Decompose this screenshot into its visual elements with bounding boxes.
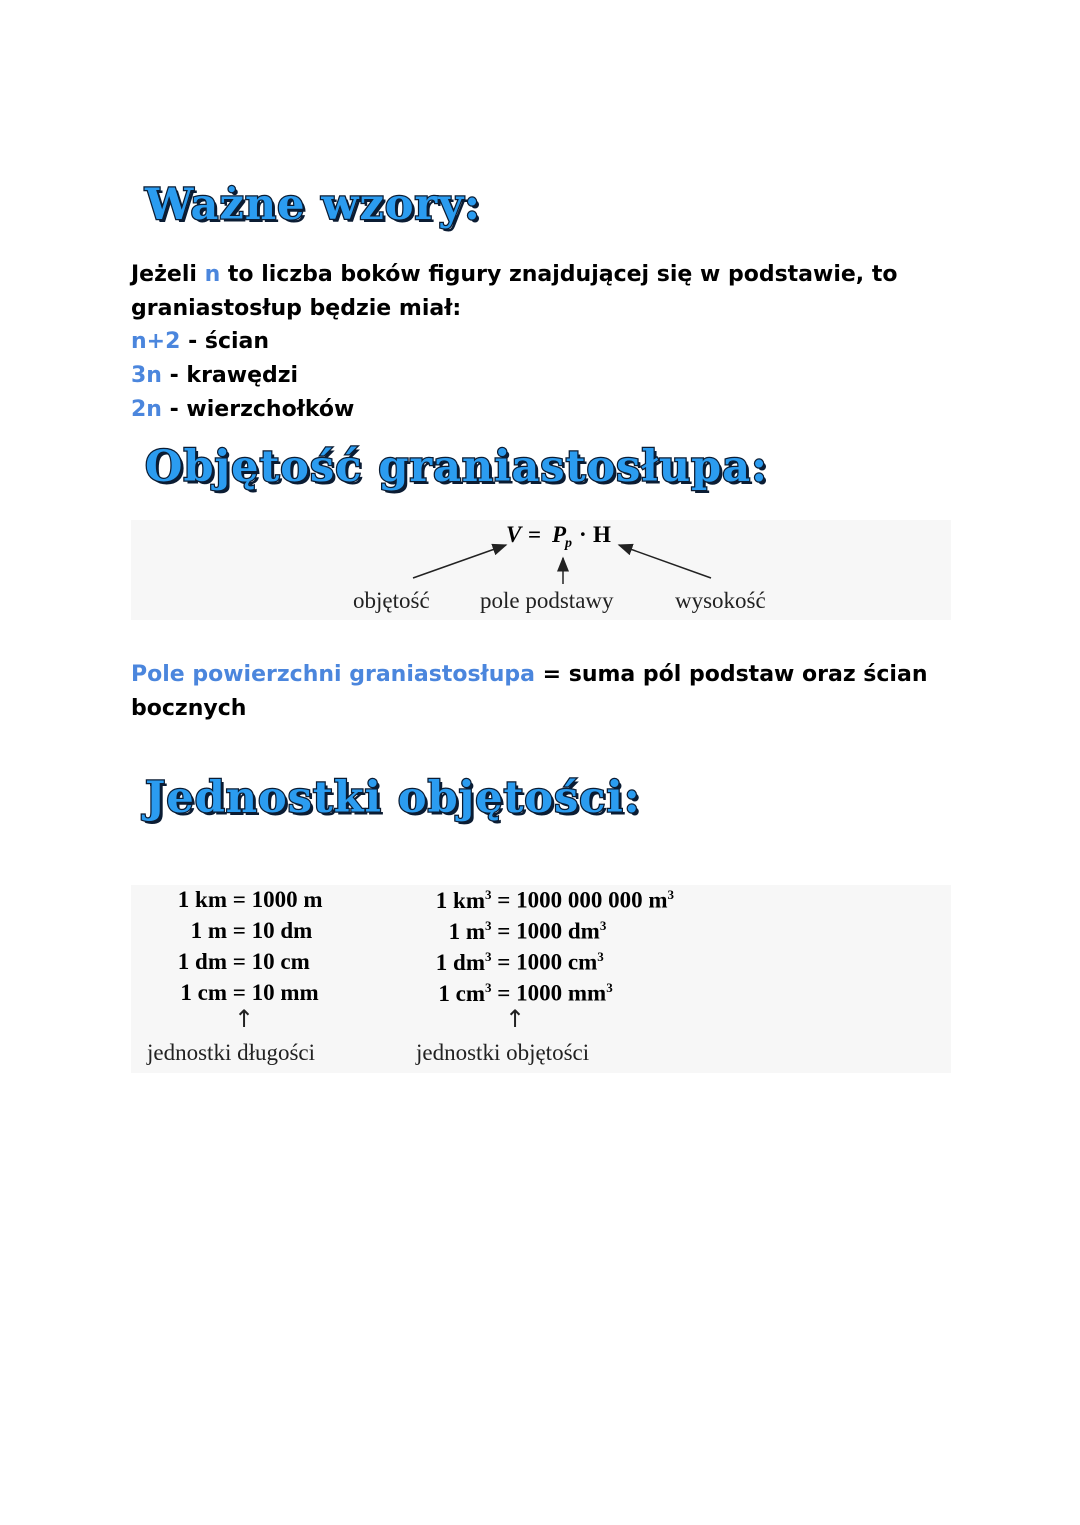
volume-row-dm (427, 949, 604, 976)
exponent: 3 (606, 980, 613, 995)
arrow-to-volume (413, 545, 506, 578)
count-vertices (131, 393, 931, 427)
surface-area-definition (131, 658, 931, 726)
intro-n: n (204, 262, 221, 287)
volume-arrow-up-icon: ↑ (505, 1005, 526, 1033)
exponent: 3 (485, 887, 492, 902)
volume-right: = 1000 mm (497, 980, 607, 1006)
length-right: = 10 dm (232, 918, 313, 943)
volume-right: = 1000 cm (497, 949, 598, 975)
exponent: 3 (667, 887, 675, 902)
exponent: 3 (599, 918, 607, 933)
length-row-cm (169, 980, 319, 1006)
length-row-km (169, 887, 323, 913)
length-right: = 10 mm (232, 980, 319, 1005)
formula-dot: · (579, 522, 587, 547)
count-edges-text: - krawędzi (161, 363, 299, 388)
heading-volume-units: Jednostki objętości: (145, 773, 641, 823)
length-left: 1 cm (180, 980, 227, 1005)
intro-text-1: Jeżeli (131, 262, 205, 287)
length-left: 1 dm (177, 949, 227, 974)
count-faces-expr: n+2 (131, 329, 181, 354)
volume-left: 1 dm (435, 949, 485, 975)
formula-h: H (593, 522, 611, 547)
length-left: 1 m (190, 918, 227, 943)
exponent: 3 (597, 949, 604, 964)
length-right: = 1000 m (232, 887, 323, 912)
formula-subscript-p: p (565, 536, 572, 551)
volume-row-cm (427, 980, 613, 1007)
count-edges (131, 359, 931, 393)
formula-v: V (506, 522, 522, 547)
exponent: 3 (485, 918, 492, 933)
exponent: 3 (485, 949, 492, 964)
length-right: = 10 cm (232, 949, 310, 974)
exponent: 3 (485, 980, 492, 995)
heading-prism-volume: Objętość graniastosłupa: (145, 442, 768, 492)
volume-row-m (427, 918, 606, 945)
count-faces (131, 325, 931, 359)
label-volume: objętość (353, 588, 430, 613)
volume-left: 1 km (435, 887, 485, 913)
length-row-m (169, 918, 312, 944)
length-arrow-up-icon: ↑ (234, 1005, 255, 1033)
volume-left: 1 cm (438, 980, 485, 1006)
count-vertices-expr: 2n (131, 397, 162, 422)
intro-text-2: to liczba boków figury znajdującej się w podstawie, to graniastosłup będzie miał: (131, 262, 898, 321)
intro-paragraph (131, 258, 931, 326)
volume-right: = 1000 000 000 m (497, 887, 668, 913)
count-faces-text: - ścian (180, 329, 270, 354)
volume-right: = 1000 dm (497, 918, 600, 944)
length-units-label: jednostki długości (147, 1040, 316, 1065)
formula-p: P (552, 522, 567, 547)
arrow-to-height (619, 545, 711, 578)
count-edges-expr: 3n (131, 363, 162, 388)
length-left: 1 km (177, 887, 227, 912)
volume-units-label: jednostki objętości (416, 1040, 590, 1065)
volume-formula-panel (131, 520, 951, 620)
heading-important-formulas: Ważne wzory: (145, 180, 482, 230)
surface-area-term: Pole powierzchni graniastosłupa (131, 662, 535, 687)
length-row-dm (169, 949, 310, 975)
formula-equals: = (528, 522, 542, 547)
volume-left: 1 m (448, 918, 485, 944)
units-panel (131, 885, 951, 1073)
label-height: wysokość (675, 588, 766, 613)
volume-row-km (427, 887, 674, 914)
surface-area-text: = suma pól podstaw oraz ścian bocznych (131, 662, 928, 721)
label-base-area: pole podstawy (480, 588, 614, 613)
count-vertices-text: - wierzchołków (161, 397, 355, 422)
